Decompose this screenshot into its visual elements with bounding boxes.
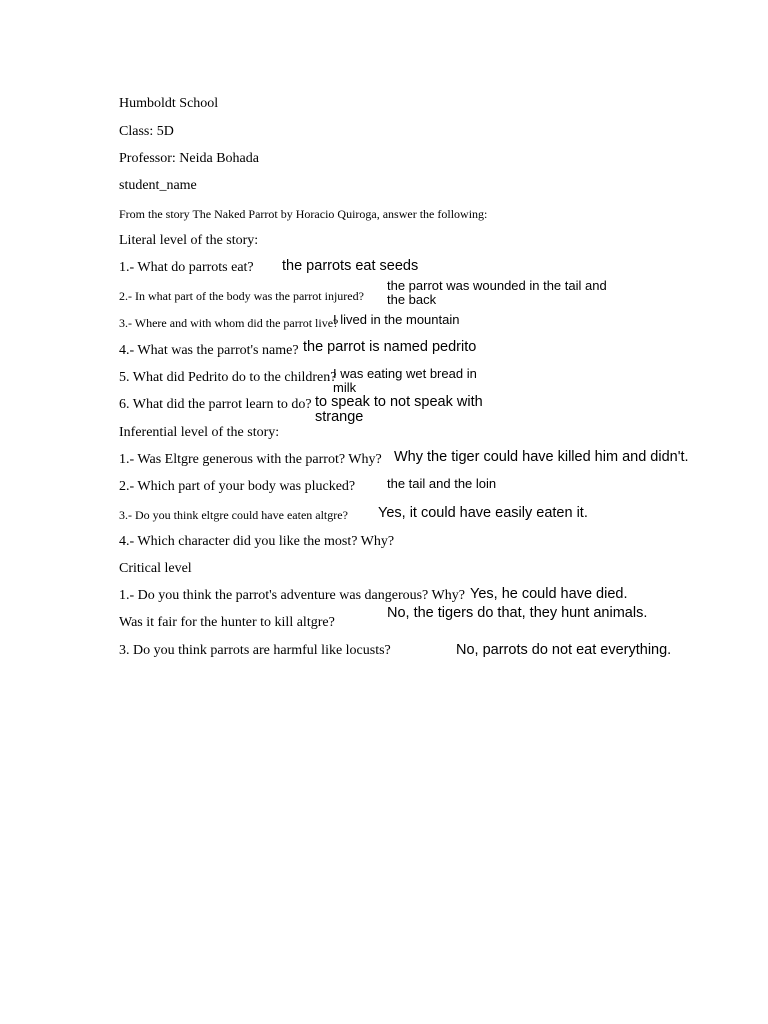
section-heading-literal: Literal level of the story: [119,233,259,248]
answer-text: I was eating wet bread in milk [333,366,477,395]
question-text: 3. Do you think parrots are harmful like locusts? [119,643,391,658]
question-text: 2.- Which part of your body was plucked? [119,479,356,494]
answer-text: the tail and the loin [387,476,497,491]
question-text: 3.- Do you think eltgre could have eaten altgre? [119,508,348,522]
student-name: student_name [119,178,197,193]
question-text: 1.- What do parrots eat? [119,260,254,275]
answer-text: No, parrots do not eat everything. [456,642,672,658]
answer-text: I lived in the mountain [333,312,460,327]
answer-text: Yes, he could have died. [470,586,628,602]
question-text: 4.- Which character did you like the most? Why? [119,534,395,549]
answer-text: Yes, it could have easily eaten it. [378,505,588,521]
instructions: From the story The Naked Parrot by Horacio Quiroga, answer the following: [119,207,488,221]
question-text: 2.- In what part of the body was the parrot injured? [119,289,364,303]
question-text: 1.- Was Eltgre generous with the parrot? Why? [119,452,382,467]
question-text: 5. What did Pedrito do to the children? [119,370,337,385]
question-text: 6. What did the parrot learn to do? [119,397,312,412]
section-heading-critical: Critical level [119,561,192,576]
answer-text: Why the tiger could have killed him and didn't. [394,449,689,465]
question-text: Was it fair for the hunter to kill altgre? [119,615,335,630]
answer-text: the parrots eat seeds [282,258,419,274]
question-text: 3.- Where and with whom did the parrot live? [119,316,339,330]
class-label: Class: 5D [119,124,174,139]
school-name: Humboldt School [119,96,219,111]
question-text: 1.- Do you think the parrot's adventure was dangerous? Why? [119,588,465,603]
question-text: 4.- What was the parrot's name? [119,343,299,358]
section-heading-inferential: Inferential level of the story: [119,425,280,440]
answer-text: the parrot was wounded in the tail and the back [387,278,607,307]
answer-text: No, the tigers do that, they hunt animals. [387,605,648,621]
answer-text: to speak to not speak with strange [315,394,483,425]
answer-text: the parrot is named pedrito [303,339,477,355]
professor-label: Professor: Neida Bohada [119,151,259,166]
